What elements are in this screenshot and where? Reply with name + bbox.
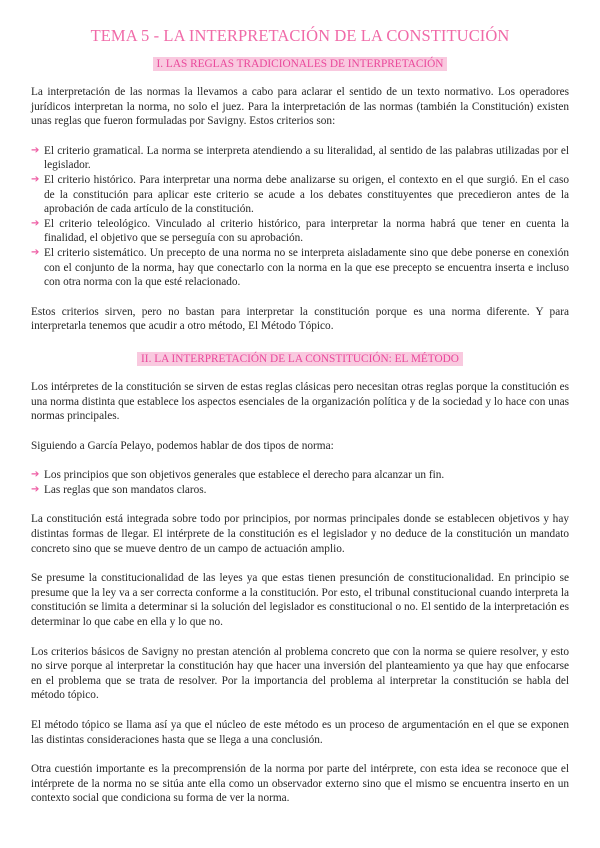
arrow-right-icon: ➔	[31, 469, 40, 481]
norm-types-list	[31, 468, 569, 497]
arrow-right-icon: ➔	[31, 217, 40, 229]
section-2-paragraph-1: Los intérpretes de la constitución se sirven de estas reglas clásicas pero necesitan otras reglas porque la constitución es una norma distinta que establece los aspectos esenciales de la organización política y de la sociedad y lo hace con unas normas principales.	[31, 380, 569, 423]
list-item-text: El criterio histórico. Para interpretar una norma debe analizarse su origen, el contexto en el que surgió. En el caso de la constitución para aplicar este criterio se acude a los debates constituyentes que precedieron antes de la aprobación de cada artículo de la constitución.	[44, 173, 569, 216]
list-item-text: El criterio gramatical. La norma se interpreta atendiendo a su literalidad, al sentido de las palabras utilizadas por el legislador.	[44, 144, 569, 172]
list-item-text: El criterio sistemático. Un precepto de una norma no se interpreta aisladamente sino que debe ponerse en conexión con el conjunto de la norma, hay que conectarlo con la norma en la que ese precepto se encuentra inserta e incluso con otra norma con la que esté relacionado.	[44, 246, 569, 289]
list-item-text: Las reglas que son mandatos claros.	[44, 483, 207, 496]
list-item-text: El criterio teleológico. Vinculado al criterio histórico, para interpretar la norma habrá que tener en cuenta la finalidad, el objetivo que se perseguía con su aprobación.	[44, 217, 569, 245]
section-2-paragraph-5: Los criterios básicos de Savigny no prestan atención al problema concreto que con la norma se quiere resolver, y esto no sirve porque al interpretar la constitución hay que hacer una inversión del planteamiento ya que hay que enfocarse en el problema que se trata de resolver. Por la importancia del problema al interpretar la constitución se habla del método tópico.	[31, 645, 569, 702]
list-item-text: Los principios que son objetivos generales que establece el derecho para alcanzar un fin.	[44, 469, 445, 482]
list-item	[31, 144, 569, 173]
section-1-intro: La interpretación de las normas la llevamos a cabo para aclarar el sentido de un texto normativo. Los operadores jurídicos interpretan la norma, no solo el juez. Para la interpretación de las normas (también la Constitución) existen unas reglas que fueron formuladas por Savigny. Estos criterios son:	[31, 86, 569, 128]
section-1-closing: Estos criterios sirven, pero no bastan para interpretar la constitución porque es una norma diferente. Y para interpretarla tenemos que acudir a otro método, El Método Tópico.	[31, 305, 569, 333]
section-2-heading-wrap	[31, 349, 569, 367]
arrow-right-icon: ➔	[31, 144, 40, 156]
section-2-paragraph-3: La constitución está integrada sobre todo por principios, por normas principales donde se establecen objetivos y hay distintas formas de llegar. El intérprete de la constitución es el legislador y no deduce de la constitución un mandato concreto sino que se mueve dentro de un campo de actuación amplio.	[31, 513, 569, 555]
section-1-heading-wrap	[31, 54, 569, 72]
section-2-paragraph-6: El método tópico se llama así ya que el núcleo de este método es un proceso de argumentación en el que se exponen las distintas consideraciones hasta que se llega a una conclusión.	[31, 719, 569, 746]
section-2-paragraph-7: Otra cuestión importante es la precomprensión de la norma por parte del intérprete, con esta idea se reconoce que el intérprete de la norma no se sitúa ante ella como un observador externo sino que el mismo se encuentra inserto en un contexto social que condiciona su forma de ver la norma.	[31, 763, 569, 805]
section-2-paragraph-4: Se presume la constitucionalidad de las leyes ya que estas tienen presunción de constitucionalidad. En principio se presume que la ley va a ser correcta conforme a la constitución. Por esto, el tribunal constitucional cuando interpreta la constitución se limita a determinar si la solución del legislador es constitucional o no. El sentido de la interpretación es determinar lo que cabe en ella y lo que no.	[31, 572, 569, 629]
page-title: TEMA 5 - LA INTERPRETACIÓN DE LA CONSTITUCIÓN	[90, 26, 510, 45]
list-item	[31, 173, 569, 217]
section-1-heading: I. LAS REGLAS TRADICIONALES DE INTERPRETACIÓN	[153, 57, 448, 71]
arrow-right-icon: ➔	[31, 483, 40, 495]
list-item	[31, 483, 569, 498]
section-2-paragraph-2: Siguiendo a García Pelayo, podemos hablar de dos tipos de norma:	[31, 439, 334, 452]
list-item	[31, 468, 569, 483]
list-item	[31, 217, 569, 246]
criteria-list	[31, 144, 569, 290]
list-item	[31, 246, 569, 290]
arrow-right-icon: ➔	[31, 246, 40, 258]
arrow-right-icon: ➔	[31, 173, 40, 185]
section-2-heading: II. LA INTERPRETACIÓN DE LA CONSTITUCIÓN: EL MÉTODO	[137, 352, 463, 366]
